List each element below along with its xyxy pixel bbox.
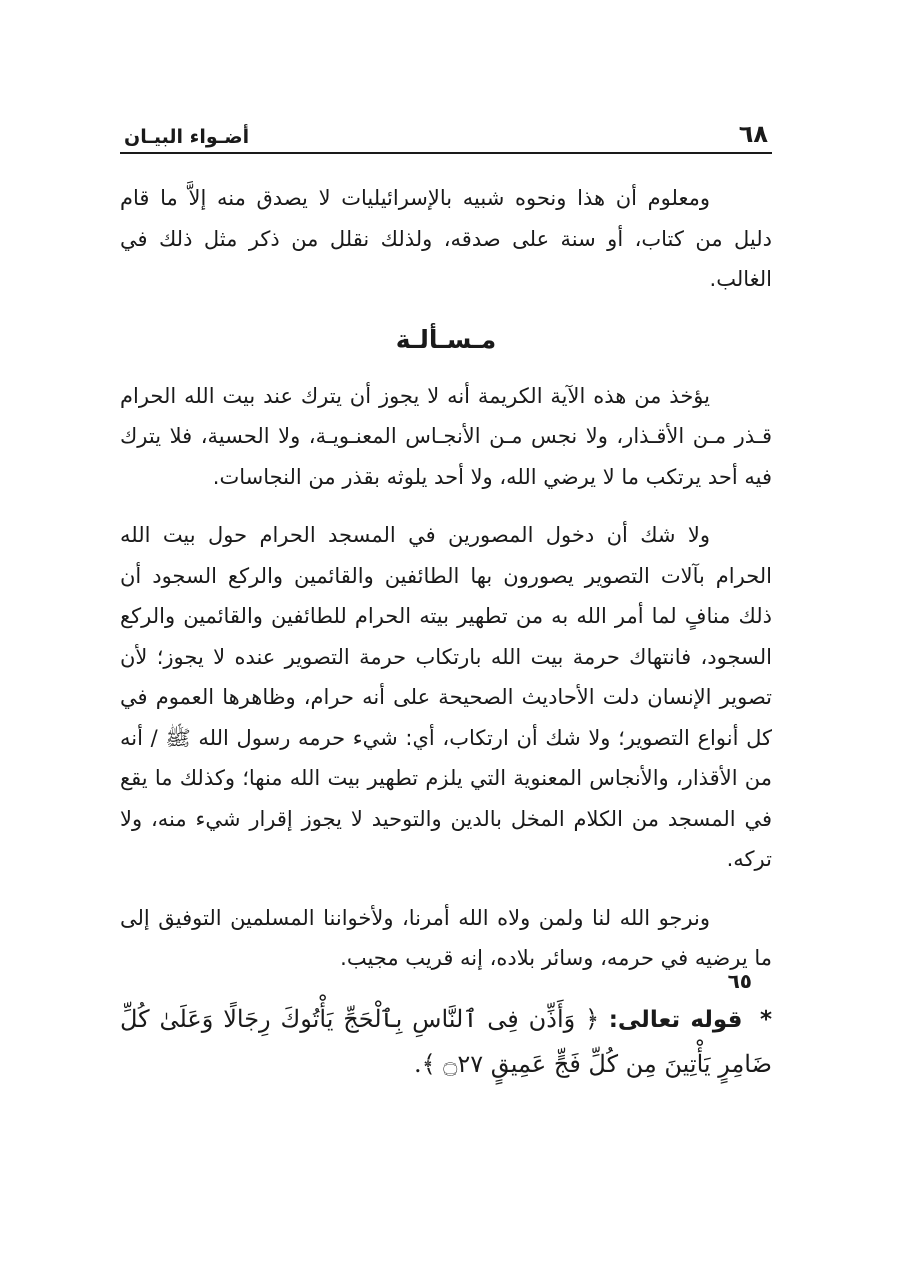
quran-verse-text: ﴿ وَأَذِّن فِى ٱلنَّاسِ بِٱلْحَجِّ يَأْتُوكَ رِجَالًا وَعَلَىٰ كُلِّ ضَامِرٍ يَأْتِينَ مِن كُلِّ فَجٍّ عَمِيقٍ ۝٢٧ ﴾.	[120, 1004, 772, 1078]
book-title: أضـواء البيـان	[124, 126, 250, 148]
running-header	[120, 112, 772, 154]
body-text	[120, 178, 772, 1087]
paragraph-dua: ونرجو الله لنا ولمن ولاه الله أمرنا، ولأخواننا المسلمين التوفيق إلى ما يرضيه في حرمه، وسائر بلاده، إنه قريب مجيب.	[120, 905, 772, 970]
verse-label: قوله تعالى:	[608, 1006, 743, 1033]
section-title: مـسـألـة	[395, 324, 497, 354]
paragraph-israiliyyat: ومعلوم أن هذا ونحوه شبيه بالإسرائيليات لا يصدق منه إلاَّ ما قام دليل من كتاب، أو سنة على صدقه، ولذلك نقلل من ذكر مثل ذلك في الغالب.	[120, 186, 772, 291]
star-bullet: *	[759, 1006, 772, 1033]
quran-verse-block	[120, 997, 772, 1087]
paragraph-masala: يؤخذ من هذه الآية الكريمة أنه لا يجوز أن يترك عند بيت الله الحرام قـذر مـن الأقـذار، ولا نجس مـن الأنجـاس المعنـويـة، ولا الحسية، فلا يترك فيه أحد يرتكب ما لا يرضي الله، ولا أحد يلوثه بقذر من النجاسات.	[120, 383, 772, 489]
book-page	[120, 112, 772, 1087]
paragraph-photography-text: ولا شك أن دخول المصورين في المسجد الحرام حول بيت الله الحرام بآلات التصوير يصورون بها الطائفين والقائمين والركع السجود أن ذلك منافٍ لما أمر الله به من تطهير بيته الحرام للطائفين والقائمين والركع السجود، فانتهاك حرمة بيت الله بارتكاب حرمة التصوير عنده لا يجوز؛ لأن تصوير الإنسان دلت الأحاديث الصحيحة على أنه حرام، وظاهرها العموم في كل أنواع التصوير؛ ولا شك أن ارتكاب، أي: شيء حرمه رسول الله ﷺ / أنه من الأقذار، والأنجاس المعنوية التي يلزم تطهير بيت الله منها؛ وكذلك ما يقع في المسجد من الكلام المخل بالدين والتوحيد لا يجوز إقرار شيء منه، ولا تركه.	[120, 523, 772, 871]
page-number: ٦٨	[738, 120, 768, 148]
margin-page-marker: ٦٥	[727, 969, 752, 993]
